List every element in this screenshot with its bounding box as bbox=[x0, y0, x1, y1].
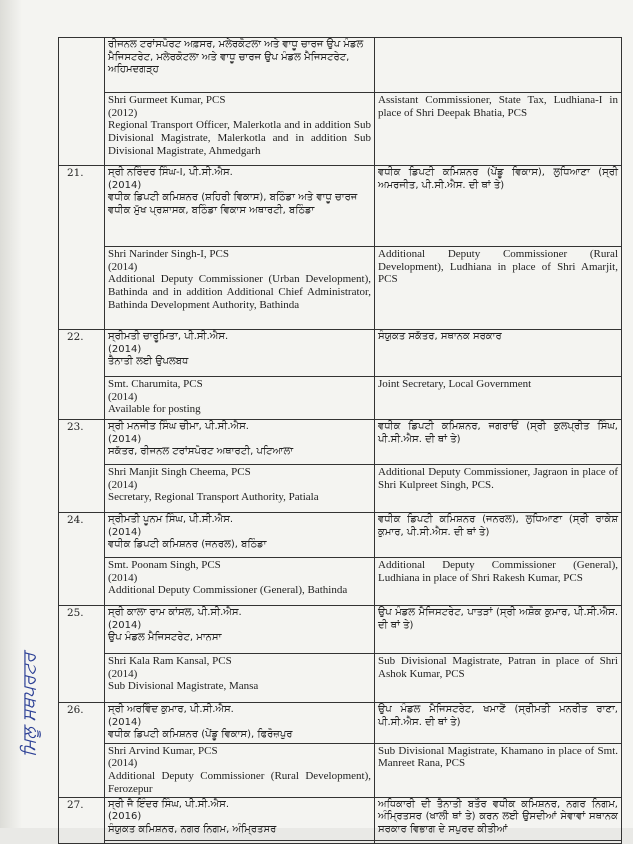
en-new-posting: Sub Divisional Magistrate, Patran in place of Shri Ashok Kumar, PCS bbox=[378, 655, 618, 680]
new-posting-cell-english bbox=[375, 743, 622, 797]
officer-cell-english bbox=[105, 465, 375, 513]
pa-year: (2014) bbox=[108, 526, 142, 538]
table-row bbox=[59, 465, 622, 513]
table-row bbox=[59, 797, 622, 840]
en-year: (2014) bbox=[108, 260, 138, 273]
en-post: Additional Deputy Commissioner (General), Bathinda bbox=[108, 584, 348, 597]
new-posting-cell-english bbox=[375, 377, 622, 420]
pa-new-posting: ਵਧੀਕ ਡਿਪਟੀ ਕਮਿਸ਼ਨਰ, ਜਗਰਾਓਂ (ਸ੍ਰੀ ਕੁਲਪ੍ਰੀਤ ਸਿੰਘ, ਪੀ.ਸੀ.ਐਸ. ਦੀ ਥਾਂ ਤੇ) bbox=[378, 421, 618, 445]
en-post: Secretary, Regional Transport Authority, Patiala bbox=[108, 491, 319, 504]
new-posting-cell-english bbox=[375, 465, 622, 513]
pa-year: (2014) bbox=[108, 619, 142, 631]
officer-cell-english bbox=[105, 377, 375, 420]
pa-year: (2014) bbox=[108, 433, 142, 445]
pa-year: (2014) bbox=[108, 716, 142, 728]
pa-post: ਸਕੱਤਰ, ਰੀਜਨਲ ਟਰਾਂਸਪੋਰਟ ਅਥਾਰਟੀ, ਪਟਿਆਲਾ bbox=[108, 446, 294, 458]
pa-post: ਸੰਯੁਕਤ ਕਮਿਸ਼ਨਰ, ਨਗਰ ਨਿਗਮ, ਅੰਮ੍ਰਿਤਸਰ bbox=[108, 823, 277, 835]
en-new-posting: Assistant Commissioner, State Tax, Ludhiana-I in place of Shri Deepak Bhatia, PCS bbox=[378, 94, 618, 119]
en-post: Sub Divisional Magistrate, Mansa bbox=[108, 680, 259, 693]
pa-name: ਸ੍ਰੀ ਜੈ ਇੰਦਰ ਸਿੰਘ, ਪੀ.ਸੀ.ਐਸ. bbox=[108, 798, 230, 810]
new-posting-cell-punjabi bbox=[375, 606, 622, 654]
pa-new-posting: ਵਧੀਕ ਡਿਪਟੀ ਕਮਿਸ਼ਨਰ (ਜਨਰਲ), ਲੁਧਿਆਣਾ (ਸ੍ਰੀ ਰਾਕੇਸ਼ ਕੁਮਾਰ, ਪੀ.ਸੀ.ਐਸ. ਦੀ ਥਾਂ ਤੇ) bbox=[378, 514, 618, 538]
table-row bbox=[59, 558, 622, 606]
new-posting-cell-punjabi bbox=[375, 330, 622, 377]
en-post: Additional Deputy Commissioner (Urban Development), Bathinda and in addition Additional Chief Administrator, Bathinda Development Authority, Bathinda bbox=[108, 273, 371, 311]
officer-cell-punjabi bbox=[105, 38, 375, 93]
new-posting-cell-punjabi bbox=[375, 420, 622, 465]
en-name: Smt. Charumita, PCS bbox=[108, 378, 203, 390]
officer-cell-punjabi bbox=[105, 420, 375, 465]
en-year: (2014) bbox=[108, 757, 138, 770]
transfer-table-body bbox=[59, 38, 622, 844]
en-new-posting: Additional Deputy Commissioner, Jagraon in place of Shri Kulpreet Singh, PCS. bbox=[378, 466, 618, 491]
pa-new-posting: ਅਧਿਕਾਰੀ ਦੀ ਤੈਨਾਤੀ ਬਤੌਰ ਵਧੀਕ ਕਮਿਸ਼ਨਰ, ਨਗਰ ਨਿਗਮ, ਅੰਮ੍ਰਿਤਸਰ (ਖਾਲੀ ਥਾਂ ਤੇ) ਕਰਨ ਲਈ ਉਸਦੀਆਂ ਸੇਵਾਵਾਂ ਸਥਾਨਕ ਸਰਕਾਰ ਵਿਭਾਗ ਦੇ ਸਪੁਰਦ ਕੀਤੀਆਂ bbox=[378, 798, 618, 835]
en-post: Additional Deputy Commissioner (Rural Development), Ferozepur bbox=[108, 770, 371, 795]
officer-cell-punjabi bbox=[105, 166, 375, 247]
en-year: (2014) bbox=[108, 571, 138, 584]
officer-cell-punjabi bbox=[105, 797, 375, 840]
pa-new-posting: ਉਪ ਮੰਡਲ ਮੈਜਿਸਟਰੇਟ, ਖਮਾਣੋਂ (ਸ੍ਰੀਮਤੀ ਮਨਰੀਤ ਰਾਣਾ, ਪੀ.ਸੀ.ਐਸ. ਦੀ ਥਾਂ ਤੇ) bbox=[378, 704, 618, 728]
en-name: Shri Gurmeet Kumar, PCS bbox=[108, 94, 226, 106]
table-row bbox=[59, 166, 622, 247]
pa-post: ਰੀਜਨਲ ਟਰਾਂਸਪੋਰਟ ਅਫ਼ਸਰ, ਮਲੇਰਕੋਟਲਾ ਅਤੇ ਵਾਧੂ ਚਾਰਜ ਉਪ ਮੰਡਲ ਮੈਜਿਸਟਰੇਟ, ਮਲੇਰਕੋਟਲਾ ਅਤੇ ਵਾਧੂ ਚਾਰਜ ਉਪ ਮੰਡਲ ਮੈਜਿਸਟਰੇਟ, ਅਹਿਮਦਗੜ੍ਹ bbox=[108, 39, 364, 76]
new-posting-cell-punjabi bbox=[375, 703, 622, 744]
pa-new-posting: ਵਧੀਕ ਡਿਪਟੀ ਕਮਿਸ਼ਨਰ (ਪੇਂਡੂ ਵਿਕਾਸ), ਲੁਧਿਆਣਾ (ਸ੍ਰੀ ਅਮਰਜੀਤ, ਪੀ.ਸੀ.ਐਸ. ਦੀ ਥਾਂ ਤੇ) bbox=[378, 167, 618, 191]
officer-cell-punjabi bbox=[105, 703, 375, 744]
serial-number: 24. bbox=[59, 513, 105, 606]
new-posting-cell-punjabi bbox=[375, 797, 622, 840]
pa-new-posting: ਸੰਯੁਕਤ ਸਕੱਤਰ, ਸਥਾਨਕ ਸਰਕਾਰ bbox=[378, 331, 502, 342]
pa-new-posting: ਉਪ ਮੰਡਲ ਮੈਜਿਸਟਰੇਟ, ਪਾਤੜਾਂ (ਸ੍ਰੀ ਅਸ਼ੋਕ ਕੁਮਾਰ, ਪੀ.ਸੀ.ਐਸ. ਦੀ ਥਾਂ ਤੇ) bbox=[378, 607, 618, 631]
en-post: Regional Transport Officer, Malerkotla and in addition Sub Divisional Magistrate, Malerkotla and in addition Sub Divisional Magistrate, Ahmedgarh bbox=[108, 119, 371, 157]
pa-post: ਉਪ ਮੰਡਲ ਮੈਜਿਸਟਰੇਟ, ਮਾਨਸਾ bbox=[108, 632, 222, 644]
serial-number: 27. bbox=[59, 797, 105, 843]
table-row bbox=[59, 703, 622, 744]
table-row bbox=[59, 654, 622, 703]
table-row bbox=[59, 743, 622, 797]
pa-post: ਵਧੀਕ ਡਿਪਟੀ ਕਮਿਸ਼ਨਰ (ਪੇਂਡੂ ਵਿਕਾਸ), ਫਿਰੋਜ਼ਪੁਰ bbox=[108, 729, 293, 741]
pa-name: ਸ੍ਰੀਮਤੀ ਚਾਰੂਮਿਤਾ, ਪੀ.ਸੀ.ਐਸ. bbox=[108, 331, 229, 342]
new-posting-cell-punjabi bbox=[375, 513, 622, 558]
en-year: (2014) bbox=[108, 390, 138, 403]
table-row bbox=[59, 93, 622, 166]
en-name: Shri Arvind Kumar, PCS bbox=[108, 744, 218, 757]
en-year: (2014) bbox=[108, 667, 138, 680]
pa-year: (2014) bbox=[108, 343, 142, 355]
pa-name: ਸ੍ਰੀ ਮਨਜੀਤ ਸਿੰਘ ਚੀਮਾ, ਪੀ.ਸੀ.ਐਸ. bbox=[108, 421, 249, 432]
serial-number bbox=[59, 38, 105, 166]
en-post: Available for posting bbox=[108, 403, 201, 416]
table-row bbox=[59, 420, 622, 465]
officer-cell-english bbox=[105, 654, 375, 703]
table-row bbox=[59, 840, 622, 843]
pa-name: ਸ੍ਰੀ ਅਰਵਿੰਦ ਕੁਮਾਰ, ਪੀ.ਸੀ.ਐਸ. bbox=[108, 704, 234, 715]
en-new-posting: Joint Secretary, Local Government bbox=[378, 378, 532, 390]
new-posting-cell-punjabi bbox=[375, 166, 622, 247]
new-posting-cell-english bbox=[375, 247, 622, 330]
en-new-posting: Additional Deputy Commissioner (General), Ludhiana in place of Shri Rakesh Kumar, PCS bbox=[378, 559, 618, 584]
signature-text: ਮਿਲੂ ਸਥਪਰਟਰ bbox=[19, 652, 40, 757]
en-name: Shri Narinder Singh-I, PCS bbox=[108, 248, 229, 260]
pa-post: ਤੈਨਾਤੀ ਲਈ ਉਪਲਬਧ bbox=[108, 356, 189, 368]
pa-post: ਵਧੀਕ ਡਿਪਟੀ ਕਮਿਸ਼ਨਰ (ਜਨਰਲ), ਬਠਿੰਡਾ bbox=[108, 539, 267, 551]
officer-cell-english bbox=[105, 247, 375, 330]
new-posting-cell-english bbox=[375, 558, 622, 606]
pa-year: (2014) bbox=[108, 179, 142, 191]
table-row bbox=[59, 606, 622, 654]
serial-number: 23. bbox=[59, 420, 105, 513]
en-name: Shri Kala Ram Kansal, PCS bbox=[108, 655, 232, 667]
table-row bbox=[59, 330, 622, 377]
en-year: (2012) bbox=[108, 106, 138, 119]
en-name: Shri Manjit Singh Cheema, PCS bbox=[108, 466, 251, 478]
en-new-posting: Additional Deputy Commissioner (Rural Development), Ludhiana in place of Shri Amarjit, PCS bbox=[378, 248, 618, 286]
pa-post: ਵਧੀਕ ਡਿਪਟੀ ਕਮਿਸ਼ਨਰ (ਸ਼ਹਿਰੀ ਵਿਕਾਸ), ਬਠਿੰਡਾ ਅਤੇ ਵਾਧੂ ਚਾਰਜ ਵਧੀਕ ਮੁੱਖ ਪ੍ਰਸ਼ਾਸਕ, ਬਠਿੰਡਾ ਵਿਕਾਸ ਅਥਾਰਟੀ, ਬਠਿੰਡਾ bbox=[108, 192, 358, 216]
new-posting-cell-punjabi bbox=[375, 38, 622, 93]
table-row bbox=[59, 377, 622, 420]
pa-name: ਸ੍ਰੀ ਨਰਿੰਦਰ ਸਿੰਘ-I, ਪੀ.ਸੀ.ਐਸ. bbox=[108, 167, 233, 178]
pa-name: ਸ੍ਰੀਮਤੀ ਪੂਨਮ ਸਿੰਘ, ਪੀ.ਸੀ.ਐਸ. bbox=[108, 514, 234, 525]
serial-number: 26. bbox=[59, 703, 105, 798]
table-row bbox=[59, 513, 622, 558]
new-posting-cell-english bbox=[375, 93, 622, 166]
serial-number: 22. bbox=[59, 330, 105, 420]
new-posting-cell-english bbox=[375, 654, 622, 703]
officer-cell-punjabi bbox=[105, 330, 375, 377]
officer-cell-english bbox=[105, 558, 375, 606]
en-name: Smt. Poonam Singh, PCS bbox=[108, 559, 221, 571]
table-row bbox=[59, 38, 622, 93]
officer-cell-english bbox=[105, 743, 375, 797]
en-year: (2014) bbox=[108, 478, 138, 491]
new-posting-cell-english bbox=[375, 840, 622, 843]
officer-cell-punjabi bbox=[105, 513, 375, 558]
pa-name: ਸ੍ਰੀ ਕਾਲਾ ਰਾਮ ਕਾਂਸਲ, ਪੀ.ਸੀ.ਐਸ. bbox=[108, 607, 242, 618]
en-new-posting: Sub Divisional Magistrate, Khamano in place of Smt. Manreet Rana, PCS bbox=[378, 744, 618, 770]
serial-number: 25. bbox=[59, 606, 105, 703]
table-row bbox=[59, 247, 622, 330]
officer-cell-english bbox=[105, 93, 375, 166]
officer-cell-punjabi bbox=[105, 606, 375, 654]
serial-number: 21. bbox=[59, 166, 105, 330]
pa-year: (2016) bbox=[108, 811, 142, 823]
transfer-table bbox=[58, 37, 622, 844]
officer-cell-english bbox=[105, 840, 375, 843]
